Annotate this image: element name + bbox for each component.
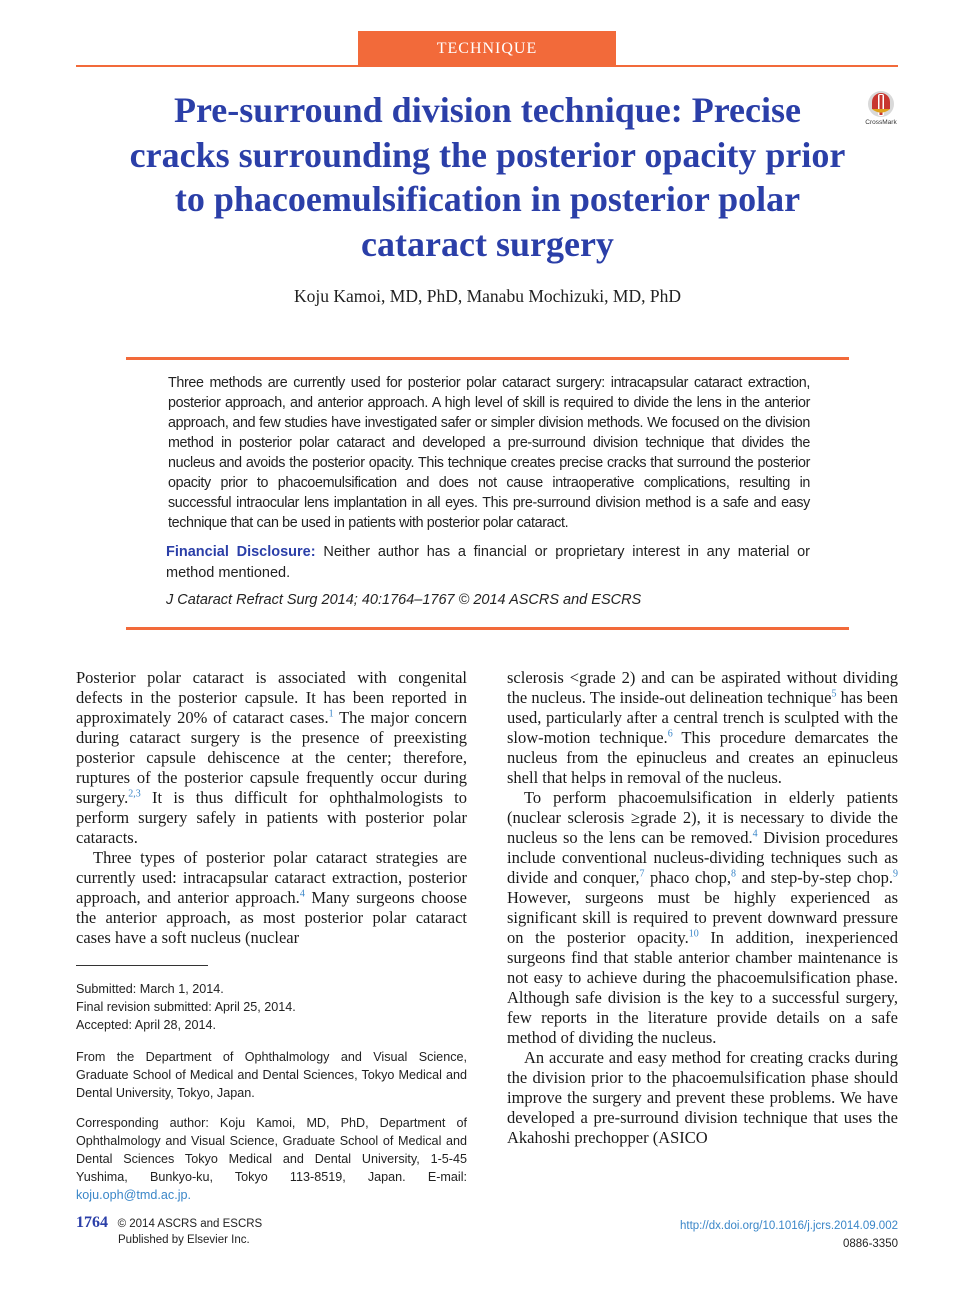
paragraph: Posterior polar cataract is associated with congenital defects in the posterior capsule. It has been reported in approximately 20% of cataract cases.$^1$ The major concern during cataract surgery is the presence of preexisting posterior capsule dehiscence at the center; therefore, ruptures of the posterior capsule frequently occur during surgery.$^{2,3}$ It is thus difficult for ophthalmologists to perform surgery safely in patients with posterior polar cataracts. — [76, 668, 467, 847]
abstract-bottom-rule — [126, 627, 849, 630]
revision-date: Final revision submitted: April 25, 2014. — [76, 1000, 296, 1014]
copyright: © 2014 ASCRS and ESCRS — [117, 1218, 263, 1230]
reference-link[interactable]: 8 — [731, 868, 737, 880]
reference-link[interactable]: 1 — [328, 708, 334, 720]
abstract-top-rule — [126, 357, 849, 360]
reference-link[interactable]: 10 — [688, 928, 699, 940]
affiliation-note: From the Department of Ophthalmology and Visual Science, Graduate School of Medical and Dental Sciences, Tokyo Medical and Dental University, Tokyo, Japan. — [76, 1050, 467, 1100]
crossmark-icon — [862, 89, 900, 121]
reference-link[interactable]: 2,3 — [128, 788, 141, 800]
author-list: Koju Kamoi, MD, PhD, Manabu Mochizuki, MD, PhD — [294, 286, 681, 306]
accepted-date: Accepted: April 28, 2014. — [76, 1018, 217, 1032]
right-column — [507, 668, 898, 1148]
left-column — [76, 668, 467, 948]
submitted-date: Submitted: March 1, 2014. — [76, 982, 224, 996]
header-rule — [76, 65, 898, 67]
email-link[interactable]: koju.oph@tmd.ac.jp. — [76, 1188, 191, 1202]
publisher: Published by Elsevier Inc. — [118, 1234, 250, 1246]
crossmark-label: CrossMark — [865, 119, 897, 126]
doi-link[interactable]: http://dx.doi.org/10.1016/j.jcrs.2014.09.002 — [679, 1220, 898, 1232]
reference-link[interactable]: 7 — [639, 868, 645, 880]
page-number: 1764 — [76, 1214, 108, 1231]
corresponding-author: Corresponding author: Koju Kamoi, MD, PhD, Department of Ophthalmology and Visual Science, Graduate School of Medical and Dental Sciences Tokyo Medical and Dental University, 1-5-45 Yushima, Bunkyo-ku, Tokyo 113-8519, Japan. E-mail: koju.oph@tmd.ac.jp. — [76, 1116, 467, 1202]
paragraph: sclerosis <grade 2) and can be aspirated without dividing the nucleus. The inside-out delineation technique$^5$ has been used, particularly after a central trench is sculpted with the slow-motion technique.$^6$ This procedure demarcates the nucleus from the epinucleus and creates an epinucleus shell that helps in removal of the nucleus. — [507, 668, 899, 787]
footnote-rule — [76, 965, 208, 966]
reference-link[interactable]: 9 — [893, 868, 898, 880]
crossmark-badge[interactable] — [862, 89, 900, 129]
submission-dates — [76, 980, 467, 1034]
paragraph: Three types of posterior polar cataract strategies are currently used: intracapsular cataract extraction, posterior approach, and anterior approach.$^4$ Many surgeons choose the anterior approach, as most posterior polar cataract cases have a soft nucleus (nuclear — [76, 848, 467, 947]
abstract-text: Three methods are currently used for posterior polar cataract surgery: intracapsular cataract extraction, posterior approach, and anterior approach. A high level of skill is required to divide the lens in the anterior approach, and few studies have investigated safer or simpler division methods. We focused on the division method in posterior polar cataract and developed a pre-surround division technique that divides the nucleus and avoids the posterior opacity. This technique creates precise cracks that surround the posterior opacity prior to phacoemulsification and does not cause intraoperative complications, resulting in successful intraocular lens implantation in all eyes. This pre-surround division method is a safe and easy technique that can be used in patients with posterior polar cataract. — [168, 375, 810, 531]
reference-link[interactable]: 5 — [831, 688, 837, 700]
page-footer-right — [600, 1217, 898, 1253]
issn: 0886-3350 — [843, 1238, 898, 1250]
financial-disclosure — [166, 542, 810, 584]
disclosure-text: Neither author has a financial or proprietary interest in any material or method mentioned. — [166, 544, 810, 581]
disclosure-label: Financial Disclosure: — [166, 544, 316, 560]
reference-link[interactable]: 4 — [752, 828, 758, 840]
article-title: Pre-surround division technique: Precise cracks surrounding the posterior opacity prior to phacoemulsification in posterior polar cataract surgery — [129, 90, 846, 264]
paragraph: An accurate and easy method for creating cracks during the division prior to the phacoemulsification phase should improve the surgery and prevent these problems. We have developed a pre-surround division technique that uses the Akahoshi prechopper (ASICO — [507, 1048, 898, 1147]
reference-link[interactable]: 6 — [667, 728, 673, 740]
page-footer-left — [76, 1214, 262, 1246]
paragraph: To perform phacoemulsification in elderly patients (nuclear sclerosis ≥grade 2), it is necessary to divide the nucleus so the lens can be removed.$^4$ Division procedures include conventional nucleus-dividing techniques such as divide and conquer,$^7$ phaco chop,$^8$ and step-by-step chop.$^9$ However, surgeons must be highly experienced as significant skill is required to prevent downward pressure on the posterior opacity.$^{10}$ In addition, inexperienced surgeons find that stable anterior chamber maintenance is not easy to achieve during the phacoemulsification phase. Although safe division is the key to a successful surgery, few reports in the literature provide details on a safe method of dividing the nucleus. — [507, 788, 898, 1047]
reference-link[interactable]: 4 — [299, 888, 305, 900]
section-tag: TECHNIQUE — [358, 31, 616, 65]
journal-citation: J Cataract Refract Surg 2014; 40:1764–1767 © 2014 ASCRS and ESCRS — [166, 592, 642, 608]
